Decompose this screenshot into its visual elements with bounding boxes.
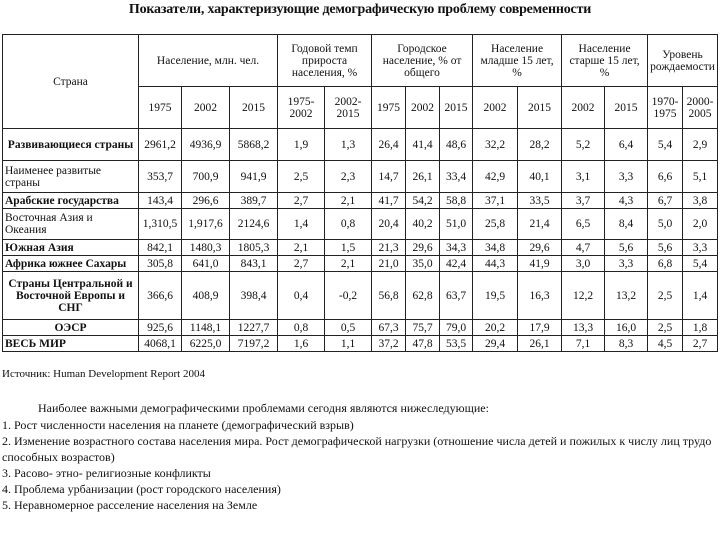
row-label: Страны Центральной и Восточной Европы и СНГ [3,272,139,320]
subheader-cell: 2002-2015 [325,87,372,129]
table-cell: 1,1 [325,336,372,352]
table-cell: 7197,2 [230,336,278,352]
row-label: Арабские государства [3,193,139,209]
table-cell: 29,6 [518,240,562,256]
table-cell: 28,2 [518,129,562,161]
table-cell: 1,310,5 [139,209,182,240]
header-young: Население младше 15 лет, % [473,35,562,87]
row-label: Развивающиеся страны [3,129,139,161]
table-cell: 5,0 [648,209,683,240]
table-cell: 21,4 [518,209,562,240]
row-label: Восточная Азия и Океания [3,209,139,240]
table-cell: 54,2 [406,193,440,209]
table-cell: 2,5 [278,161,325,193]
subheader-cell: 1975-2002 [278,87,325,129]
table-cell: 6,8 [648,256,683,272]
intro-text: Наиболее важными демографическими проблемами сегодня являются нижеследующие: [38,401,489,415]
table-cell: 16,0 [605,320,648,336]
table-cell: 33,5 [518,193,562,209]
table-cell: 2961,2 [139,129,182,161]
table-cell: 17,9 [518,320,562,336]
table-cell: 32,2 [473,129,518,161]
table-cell: 1,6 [278,336,325,352]
table-cell: 51,0 [440,209,473,240]
table-cell: 34,3 [440,240,473,256]
table-cell: 26,1 [406,161,440,193]
table-cell: 5,1 [683,161,718,193]
subheader-cell: 2002 [562,87,605,129]
table-cell: -0,2 [325,272,372,320]
table-cell: 47,8 [406,336,440,352]
table-row [3,272,718,320]
table-cell: 14,7 [372,161,406,193]
table-cell: 44,3 [473,256,518,272]
table-cell: 0,5 [325,320,372,336]
table-cell: 1,917,6 [182,209,230,240]
table-cell: 29,4 [473,336,518,352]
table-cell: 5,6 [605,240,648,256]
table-cell: 2,7 [683,336,718,352]
table-cell: 2,1 [325,193,372,209]
table-cell: 408,9 [182,272,230,320]
table-cell: 3,0 [562,256,605,272]
subheader-cell: 1970-1975 [648,87,683,129]
table-cell: 1148,1 [182,320,230,336]
demographics-table [2,34,718,352]
table-cell: 4936,9 [182,129,230,161]
table-cell: 6,6 [648,161,683,193]
table-cell: 1227,7 [230,320,278,336]
table-cell: 26,4 [372,129,406,161]
table-cell: 53,5 [440,336,473,352]
subheader-cell: 2002 [473,87,518,129]
table-cell: 12,2 [562,272,605,320]
table-cell: 67,3 [372,320,406,336]
subheader-cell: 2015 [230,87,278,129]
table-cell: 1,9 [278,129,325,161]
table-row [3,129,718,161]
table-cell: 35,0 [406,256,440,272]
problem-list [2,417,718,513]
header-growth: Годовой темп прироста населения, % [278,35,372,87]
table-cell: 37,1 [473,193,518,209]
table-cell: 1,4 [683,272,718,320]
table-cell: 26,1 [518,336,562,352]
table-cell: 641,0 [182,256,230,272]
header-urban: Городское население, % от общего [372,35,473,87]
table-cell: 3,3 [605,256,648,272]
subheader-cell: 2015 [605,87,648,129]
table-cell: 842,1 [139,240,182,256]
row-label: Африка южнее Сахары [3,256,139,272]
row-label: Южная Азия [3,240,139,256]
table-cell: 5,4 [683,256,718,272]
table-cell: 5,2 [562,129,605,161]
problem-item: способных возрастов) [2,450,115,464]
table-cell: 2,1 [278,240,325,256]
subheader-cell: 1975 [139,87,182,129]
table-cell: 4,3 [605,193,648,209]
table-cell: 0,8 [278,320,325,336]
table-cell: 8,4 [605,209,648,240]
table-cell: 2,0 [683,209,718,240]
table-row [3,320,718,336]
subheader-cell: 2015 [440,87,473,129]
table-cell: 13,3 [562,320,605,336]
table-cell: 6,5 [562,209,605,240]
problem-item: 5. Неравномерное расселение населения на Земле [2,498,258,512]
table-cell: 1,4 [278,209,325,240]
table-cell: 389,7 [230,193,278,209]
table-cell: 296,6 [182,193,230,209]
table-cell: 4,7 [562,240,605,256]
table-cell: 2,9 [683,129,718,161]
table-cell: 40,2 [406,209,440,240]
table-cell: 366,6 [139,272,182,320]
table-cell: 6,4 [605,129,648,161]
table-cell: 2,5 [648,272,683,320]
table-row [3,193,718,209]
table-cell: 48,6 [440,129,473,161]
table-cell: 56,8 [372,272,406,320]
table-cell: 2,7 [278,256,325,272]
problem-item: 1. Рост численности населения на планете (демографический взрыв) [2,418,354,432]
subheader-cell: 2002 [406,87,440,129]
row-label: ОЭСР [3,320,139,336]
header-row [3,35,718,87]
problem-item: 3. Расово- этно- религиозные конфликты [2,466,211,480]
table-cell: 34,8 [473,240,518,256]
subheader-cell: 2000-2005 [683,87,718,129]
page-title: Показатели, характеризующие демографическую проблему современности [128,2,592,17]
table-row [3,209,718,240]
table-cell: 41,7 [372,193,406,209]
table-cell: 1480,3 [182,240,230,256]
table-row [3,336,718,352]
table-cell: 41,4 [406,129,440,161]
table-cell: 20,4 [372,209,406,240]
table-cell: 398,4 [230,272,278,320]
header-population: Население, млн. чел. [139,35,278,87]
table-cell: 1,8 [683,320,718,336]
table-cell: 3,3 [605,161,648,193]
table-cell: 2,1 [325,256,372,272]
table-cell: 843,1 [230,256,278,272]
table-cell: 1,5 [325,240,372,256]
table-cell: 305,8 [139,256,182,272]
table-cell: 143,4 [139,193,182,209]
table-cell: 19,5 [473,272,518,320]
table-cell: 21,3 [372,240,406,256]
table-cell: 925,6 [139,320,182,336]
table-cell: 42,9 [473,161,518,193]
table-cell: 58,8 [440,193,473,209]
problem-item: 2. Изменение возрастного состава населения мира. Рост демографической нагрузки (отношение числа детей и пожилых к числу лиц трудо [2,434,712,448]
subheader-cell: 1975 [372,87,406,129]
table-cell: 2,7 [278,193,325,209]
table-cell: 5,6 [648,240,683,256]
subheader-cell: 2015 [518,87,562,129]
table-cell: 1805,3 [230,240,278,256]
table-cell: 25,8 [473,209,518,240]
source-note: Источник: Human Development Report 2004 [2,368,205,380]
table-cell: 353,7 [139,161,182,193]
table-cell: 41,9 [518,256,562,272]
table-cell: 13,2 [605,272,648,320]
table-cell: 21,0 [372,256,406,272]
table-cell: 79,0 [440,320,473,336]
table-cell: 6225,0 [182,336,230,352]
table-cell: 42,4 [440,256,473,272]
header-old: Население старше 15 лет, % [562,35,648,87]
table-cell: 16,3 [518,272,562,320]
subheader-cell: 2002 [182,87,230,129]
table-cell: 37,2 [372,336,406,352]
table-cell: 2124,6 [230,209,278,240]
header-country: Страна [3,35,139,129]
table-cell: 2,3 [325,161,372,193]
table-cell: 1,3 [325,129,372,161]
table-cell: 8,3 [605,336,648,352]
table-cell: 6,7 [648,193,683,209]
table-cell: 5868,2 [230,129,278,161]
table-row [3,240,718,256]
table-cell: 33,4 [440,161,473,193]
table-cell: 75,7 [406,320,440,336]
table-cell: 3,8 [683,193,718,209]
table-body [3,129,718,352]
table-cell: 4,5 [648,336,683,352]
row-label: Наименее развитые страны [3,161,139,193]
table-cell: 2,5 [648,320,683,336]
table-cell: 3,1 [562,161,605,193]
table-cell: 20,2 [473,320,518,336]
table-cell: 3,7 [562,193,605,209]
table-cell: 63,7 [440,272,473,320]
table-cell: 29,6 [406,240,440,256]
table-cell: 0,4 [278,272,325,320]
table-cell: 62,8 [406,272,440,320]
table-cell: 700,9 [182,161,230,193]
problem-item: 4. Проблема урбанизации (рост городского населения) [2,482,281,496]
table-cell: 5,4 [648,129,683,161]
table-cell: 3,3 [683,240,718,256]
table-cell: 0,8 [325,209,372,240]
row-label: ВЕСЬ МИР [3,336,139,352]
table-row [3,256,718,272]
table-row [3,161,718,193]
table-cell: 941,9 [230,161,278,193]
table-cell: 4068,1 [139,336,182,352]
header-fertility: Уровень рождаемости [648,35,718,87]
table-cell: 40,1 [518,161,562,193]
table-cell: 7,1 [562,336,605,352]
